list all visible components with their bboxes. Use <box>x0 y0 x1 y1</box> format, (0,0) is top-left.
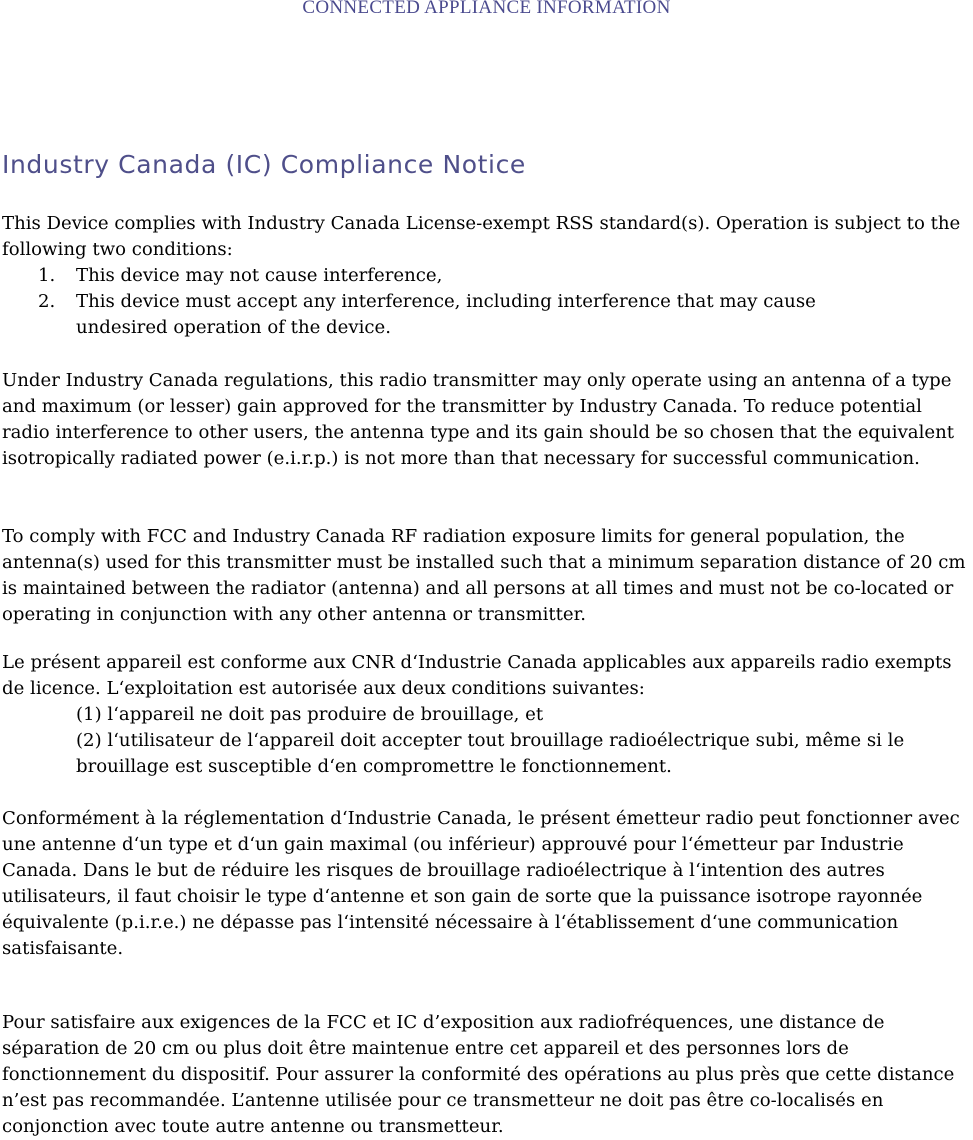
list-item-number: 1. <box>38 265 56 286</box>
list-item <box>0 289 973 341</box>
rf-exposure-paragraph: To comply with FCC and Industry Canada RF radiation exposure limits for general population, the antenna(s) used for this transmitter must be installed such that a minimum separation distance of 20 cm is maintained between the radiator (antenna) and all persons at all times and must not be co-located or operating in conjunction with any other antenna or transmitter. <box>2 526 966 625</box>
list-item-number: 2. <box>38 291 56 312</box>
fr-intro-paragraph: Le présent appareil est conforme aux CNR d‘Industrie Canada applicables aux appareils radio exempts de licence. L‘exploitation est autorisée aux deux conditions suivantes: <box>2 652 952 699</box>
conditions-list <box>0 263 973 341</box>
page-header: CONNECTED APPLIANCE INFORMATION <box>302 0 671 18</box>
fr-conditions-list <box>76 702 973 780</box>
fr-regulations-paragraph: Conformément à la réglementation d‘Industrie Canada, le présent émetteur radio peut fonctionner avec une antenne d‘un type et d‘un gain maximal (ou inférieur) approuvé pour l‘émetteur par Industrie Canada. Dans le but de réduire les risques de brouillage radioélectrique à l‘intention des autres utilisateurs, il faut choisir le type d‘antenne et son gain de sorte que la puissance isotrope rayonnée équivalente (p.i.r.e.) ne dépasse pas l‘intensité nécessaire à l‘établissement d‘une communication satisfaisante. <box>2 808 960 959</box>
list-item-text: This device must accept any interference, including interference that may cause undesired operation of the device. <box>76 291 816 338</box>
page-title: Industry Canada (IC) Compliance Notice <box>2 150 526 179</box>
list-item <box>0 263 973 289</box>
intro-paragraph: This Device complies with Industry Canada License-exempt RSS standard(s). Operation is subject to the following two conditions: <box>2 213 961 260</box>
regulations-paragraph: Under Industry Canada regulations, this radio transmitter may only operate using an antenna of a type and maximum (or lesser) gain approved for the transmitter by Industry Canada. To reduce potential radio interference to other users, the antenna type and its gain should be so chosen that the equivalent isotropically radiated power (e.i.r.p.) is not more than that necessary for successful communication. <box>2 370 954 469</box>
fr-rf-exposure-paragraph: Pour satisfaire aux exigences de la FCC et IC d’exposition aux radiofréquences, une distance de séparation de 20 cm ou plus doit être maintenue entre cet appareil et des personnes lors de fonctionnement du dispositif. Pour assurer la conformité des opérations au plus près que cette distance n’est pas recommandée. L’antenne utilisée pour ce transmetteur ne doit pas être co-localisés en conjonction avec toute autre antenne ou transmetteur. <box>2 1012 955 1137</box>
list-item-text: This device may not cause interference, <box>76 265 443 286</box>
list-item: (2) l‘utilisateur de l‘appareil doit accepter tout brouillage radioélectrique subi, même si le brouillage est susceptible d‘en compromettre le fonctionnement. <box>76 730 905 777</box>
list-item: (1) l‘appareil ne doit pas produire de brouillage, et <box>76 704 544 725</box>
